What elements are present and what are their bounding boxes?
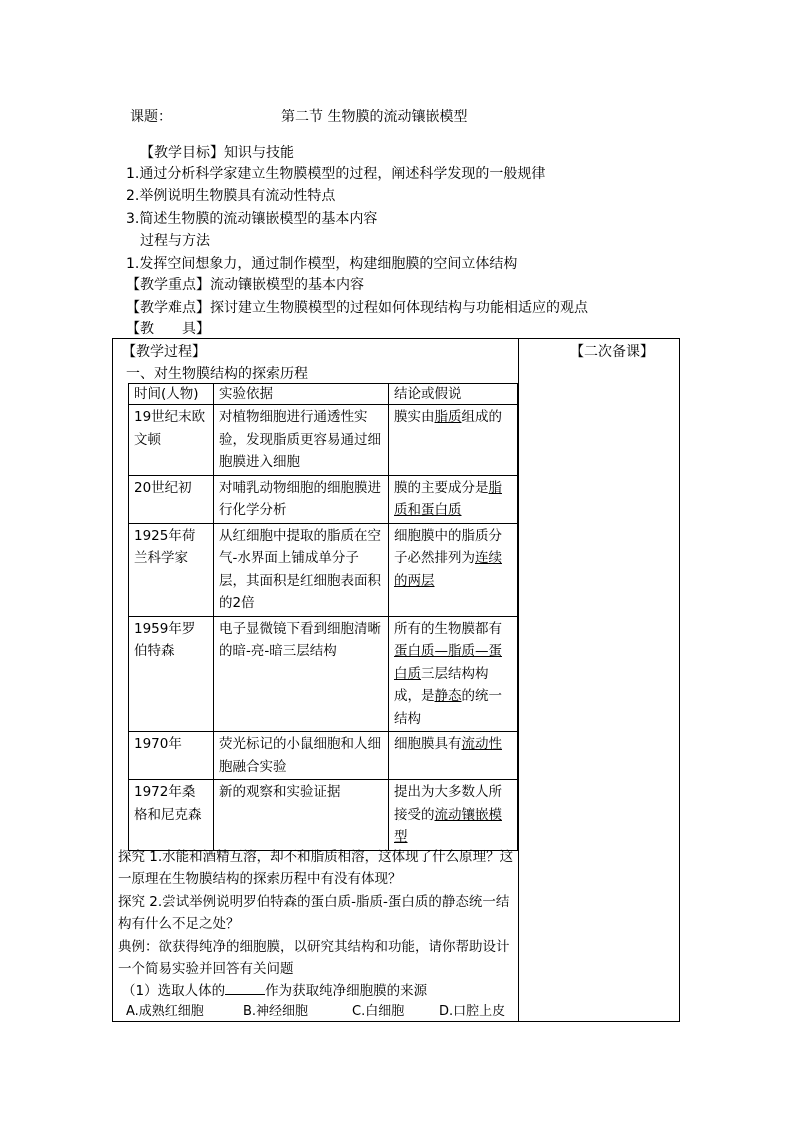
table-row [129,616,518,732]
objective-item-2: 2.举例说明生物膜具有流动性特点 [126,188,336,204]
process-label: 【教学过程】 [122,344,206,360]
row-time: 1925年荷兰科学家 [129,523,214,616]
option-c: C.白细胞 [352,1004,405,1019]
row-time: 1959年罗伯特森 [129,616,214,732]
row-time: 1970年 [129,732,214,780]
answer-blank: 脂质和蛋白质 [394,479,502,518]
example-question: 典例：欲获得纯净的细胞膜，以研究其结构和功能，请你帮助设计一个简易实验并回答有关问题 [118,939,510,977]
row-conclusion: 膜的主要成分是脂质和蛋白质 [389,475,518,523]
key-point-line [126,275,364,295]
explore-1: 探究 1.水能和酒精互溶，却不和脂质相溶，这体现了什么原理？这一原理在生物膜结构的探索历程中有没有体现？ [118,849,514,887]
key-point-label: 【教学重点】 [126,277,210,293]
row-basis: 电子显微镜下看到细胞清晰的暗-亮-暗三层结构 [214,616,389,732]
table-row [129,475,518,523]
row-conclusion: 提出为大多数人所接受的流动镶嵌模型 [389,780,518,851]
knowledge-heading: 知识与技能 [224,145,294,161]
answer-blank: 蛋白质—脂质—蛋白质 [394,643,502,682]
row-conclusion: 所有的生物膜都有蛋白质—脂质—蛋白质三层结构构成，是静态的统一结构 [389,616,518,732]
option-d: D.口腔上皮 [439,1004,506,1019]
difficulty-line [126,298,588,318]
answer-blank: 脂质 [434,409,462,425]
process-heading: 过程与方法 [140,233,210,249]
question-1: （1）选取人体的 作为获取纯净细胞膜的来源 [122,980,427,1002]
option-a: A.成熟红细胞 [126,1004,204,1019]
header-basis: 实验依据 [214,384,389,405]
objectives-label: 【教学目标】 [140,145,224,161]
row-conclusion: 细胞膜中的脂质分子必然排列为连续的两层 [389,523,518,616]
table-row [129,780,518,851]
option-b: B.神经细胞 [243,1004,309,1019]
objective-item-1: 1.通过分析科学家建立生物膜模型的过程，阐述科学发现的一般规律 [126,166,546,182]
table-header-row [129,384,518,405]
difficulty-label: 【教学难点】 [126,300,210,316]
row-basis: 新的观察和实验证据 [214,780,389,851]
row-basis: 对哺乳动物细胞的细胞膜进行化学分析 [214,475,389,523]
column-divider [518,338,519,1022]
answer-blank: 静态 [434,688,462,704]
lesson-title: 第二节 生物膜的流动镶嵌模型 [281,109,468,125]
explore-2: 探究 2.尝试举例说明罗伯特森的蛋白质-脂质-蛋白质的静态统一结构有什么不足之处？ [118,894,510,932]
objective-item-3: 3.简述生物膜的流动镶嵌模型的基本内容 [126,211,378,227]
row-conclusion: 细胞膜具有流动性 [389,732,518,780]
answer-blank: 流动性 [461,736,502,752]
objectives-line [140,143,294,163]
row-time: 20世纪初 [129,475,214,523]
membrane-history-table [128,383,518,851]
topic-label: 课题： [130,109,172,125]
key-point-text: 流动镶嵌模型的基本内容 [210,277,364,293]
answer-blank: 流动镶嵌模型 [394,806,502,845]
process-item-1: 1.发挥空间想象力，通过制作模型，构建细胞膜的空间立体结构 [126,256,518,272]
second-prep-label: 【二次备课】 [570,344,654,360]
header-conclusion: 结论或假说 [389,384,518,405]
row-time: 1972年桑格和尼克森 [129,780,214,851]
answer-blank: 连续的两层 [394,550,502,589]
answer-blank [225,980,265,995]
table-row [129,523,518,616]
row-basis: 从红细胞中提取的脂质在空气-水界面上铺成单分子层，其面积是红细胞表面积的2倍 [214,523,389,616]
difficulty-text: 探讨建立生物膜模型的过程如何体现结构与功能相适应的观点 [210,300,588,316]
row-basis: 对植物细胞进行通透性实验，发现脂质更容易通过细胞膜进入细胞 [214,405,389,476]
row-time: 19世纪末欧文顿 [129,405,214,476]
row-basis: 荧光标记的小鼠细胞和人细胞融合实验 [214,732,389,780]
section-1-heading: 一、对生物膜结构的探索历程 [126,366,308,382]
table-row [129,732,518,780]
row-conclusion: 膜实由脂质组成的 [389,405,518,476]
tools-label: 【教 具】 [126,321,210,337]
table-row [129,405,518,476]
header-time: 时间(人物) [129,384,214,405]
